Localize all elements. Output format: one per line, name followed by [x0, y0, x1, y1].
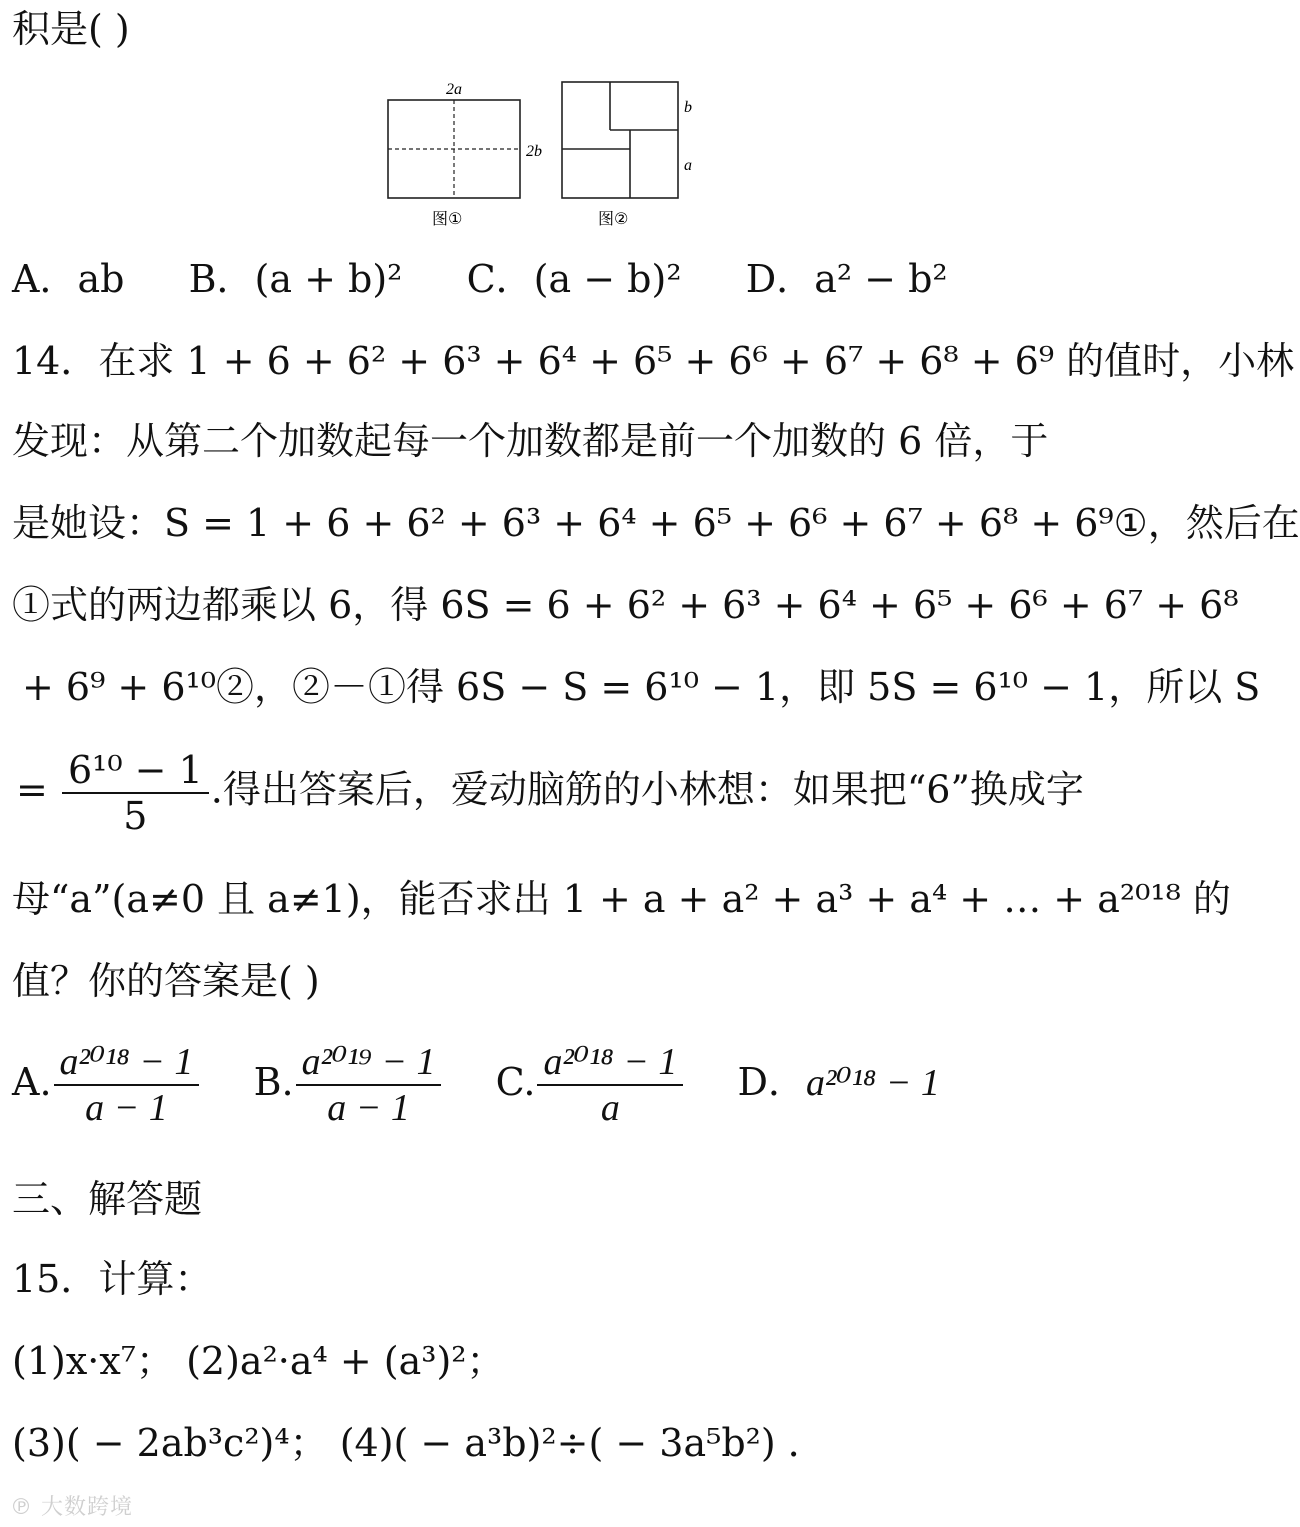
figure-1 [388, 81, 542, 228]
q14-equals: = [16, 767, 48, 812]
q14-option-b-label: B. [253, 1059, 294, 1104]
q14-option-d-label: D． [737, 1059, 807, 1104]
figure-2 [562, 82, 692, 228]
q13-figures [370, 72, 710, 237]
figure-1-label-top: 2a [446, 81, 462, 98]
figure-2-caption: 图② [598, 209, 629, 228]
watermark [10, 1490, 133, 1521]
q14-option-c-numerator: a²⁰¹⁸ − 1 [537, 1040, 683, 1086]
q14-option-b [253, 1041, 456, 1129]
q15-parts-3-4: (3)( − 2ab³c²)⁴； (4)( − a³b)²÷( − 3a⁵b²) ． [12, 1421, 826, 1465]
q13-option-d: D．a² − b² [745, 257, 948, 301]
q13-option-b: B．(a + b)² [188, 257, 403, 301]
q14-option-c [495, 1041, 698, 1129]
q14-line-8: 值？你的答案是( ) [12, 959, 320, 1003]
figure-2-label-b: b [684, 99, 692, 116]
figure-1-label-right: 2b [526, 143, 542, 160]
q15-title: 15．计算： [12, 1257, 213, 1301]
q14-line-2: 发现：从第二个加数起每一个加数都是前一个加数的 6 倍，于 [12, 419, 1049, 463]
q14-option-a-label: A. [12, 1059, 52, 1104]
watermark-text: 大数跨境 [41, 1495, 134, 1520]
q14-fraction-numerator: 6¹⁰ − 1 [62, 748, 209, 794]
q14-option-a-denominator: a − 1 [85, 1087, 168, 1129]
q14-line-1: 14．在求 1 + 6 + 6² + 6³ + 6⁴ + 6⁵ + 6⁶ + 6⁷ + 6⁸ + 6⁹ 的值时，小林 [12, 339, 1295, 383]
q14-option-b-numerator: a²⁰¹⁹ − 1 [296, 1040, 442, 1086]
q14-line-6 [16, 748, 1084, 838]
section-3-title: 三、解答题 [12, 1177, 203, 1221]
q13-stem-end: 积是( ) [12, 7, 130, 51]
q15-parts-1-2: (1)x·x⁷； (2)a²·a⁴ + (a³)²； [12, 1339, 505, 1383]
q14-option-a-fraction [54, 1040, 200, 1130]
q14-line-6-text: .得出答案后，爱动脑筋的小林想：如果把“6”换成字 [210, 767, 1084, 812]
q14-fraction [62, 748, 209, 838]
q14-option-a-numerator: a²⁰¹⁸ − 1 [54, 1040, 200, 1086]
q14-option-b-fraction [296, 1040, 442, 1130]
q14-option-c-denominator: a [600, 1087, 620, 1129]
q14-fraction-denominator: 5 [123, 794, 148, 838]
q14-line-4: ①式的两边都乘以 6，得 6S = 6 + 6² + 6³ + 6⁴ + 6⁵ + 6⁶ + 6⁷ + 6⁸ [12, 583, 1239, 627]
q13-option-c: C．(a − b)² [466, 257, 682, 301]
q14-option-a [12, 1041, 214, 1129]
figure-2-square [562, 82, 678, 198]
q14-options [12, 1040, 940, 1130]
figure-1-caption: 图① [432, 209, 463, 228]
q14-option-b-denominator: a − 1 [327, 1087, 410, 1129]
q14-option-c-label: C. [495, 1059, 536, 1104]
q13-option-a: A．ab [12, 257, 125, 301]
q13-options [12, 256, 948, 302]
figure-2-label-a: a [684, 157, 692, 174]
watermark-logo-icon: ℗ [10, 1495, 33, 1520]
q14-option-d-expression: a²⁰¹⁸ − 1 [806, 1061, 940, 1104]
q14-line-3: 是她设：S = 1 + 6 + 6² + 6³ + 6⁴ + 6⁵ + 6⁶ + 6⁷ + 6⁸ + 6⁹①，然后在 [12, 501, 1300, 545]
q14-option-d [738, 1060, 940, 1104]
q14-line-5: + 6⁹ + 6¹⁰②，②－①得 6S − S = 6¹⁰ − 1，即 5S = 6¹⁰ − 1，所以 S [22, 665, 1261, 709]
q14-line-7: 母“a”(a≠0 且 a≠1)，能否求出 1 + a + a² + a³ + a⁴ + … + a²⁰¹⁸ 的 [12, 877, 1231, 921]
q14-option-c-fraction [537, 1040, 683, 1130]
